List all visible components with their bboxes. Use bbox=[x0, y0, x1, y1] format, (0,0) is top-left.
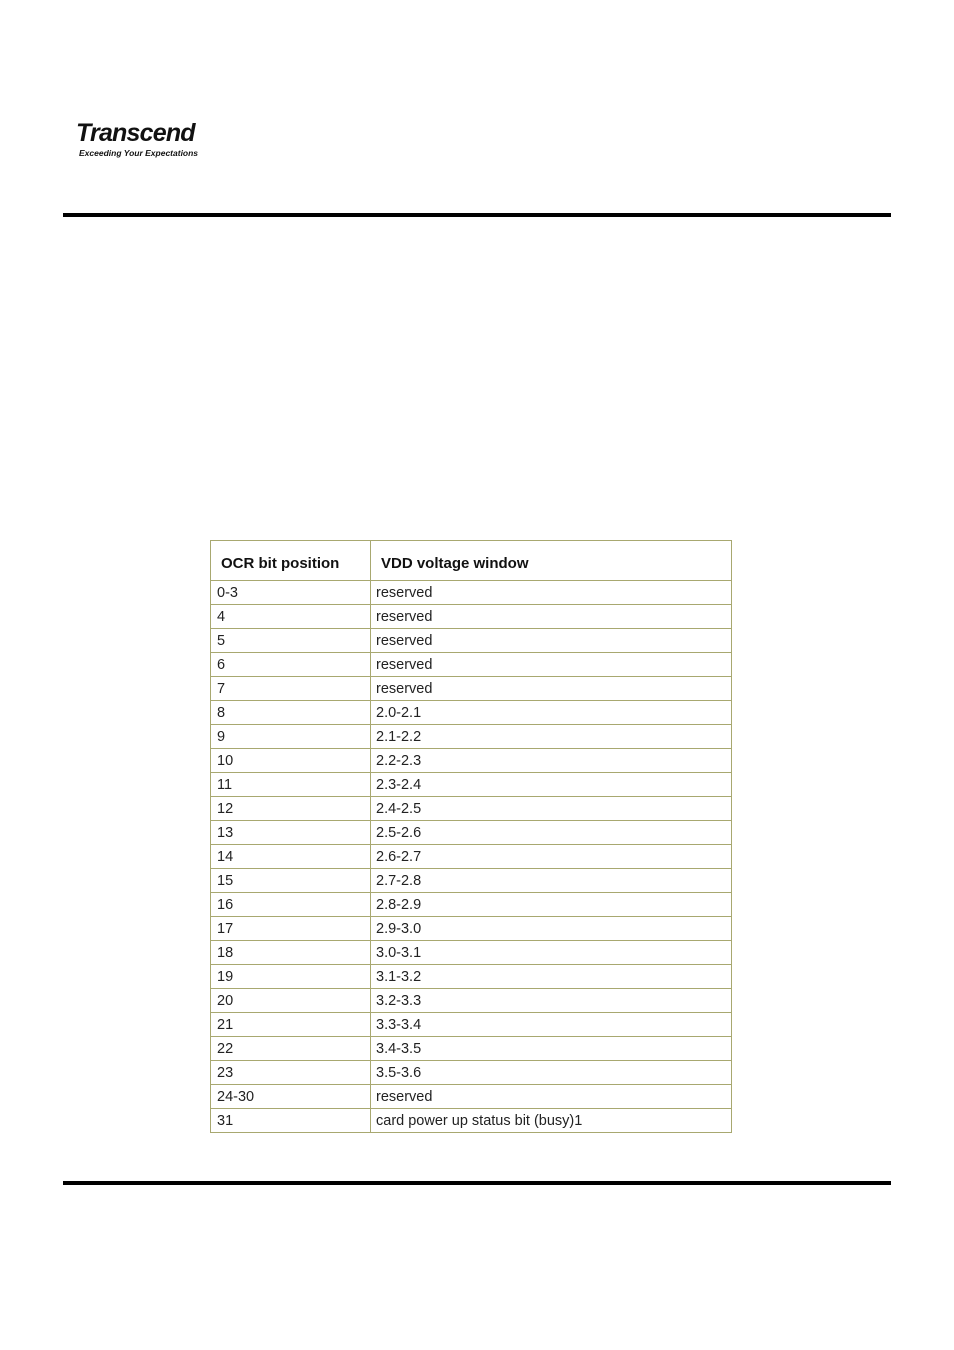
ocr-bit-position-cell: 7 bbox=[211, 677, 371, 701]
ocr-bit-position-cell: 14 bbox=[211, 845, 371, 869]
ocr-bit-position-cell: 21 bbox=[211, 1013, 371, 1037]
table-row bbox=[211, 701, 732, 725]
vdd-voltage-window-cell: reserved bbox=[371, 629, 732, 653]
vdd-voltage-window-cell: 3.1-3.2 bbox=[371, 965, 732, 989]
vdd-voltage-window-cell: 2.3-2.4 bbox=[371, 773, 732, 797]
table-row bbox=[211, 821, 732, 845]
table-row bbox=[211, 1109, 732, 1133]
vdd-voltage-window-cell: 3.0-3.1 bbox=[371, 941, 732, 965]
ocr-bit-position-cell: 31 bbox=[211, 1109, 371, 1133]
ocr-bit-position-cell: 19 bbox=[211, 965, 371, 989]
ocr-bit-position-cell: 10 bbox=[211, 749, 371, 773]
table-row bbox=[211, 773, 732, 797]
ocr-bit-position-cell: 0-3 bbox=[211, 581, 371, 605]
vdd-voltage-window-cell: 2.6-2.7 bbox=[371, 845, 732, 869]
ocr-bit-position-cell: 4 bbox=[211, 605, 371, 629]
table-row bbox=[211, 653, 732, 677]
table-row bbox=[211, 869, 732, 893]
vdd-voltage-window-cell: 2.7-2.8 bbox=[371, 869, 732, 893]
table-row bbox=[211, 581, 732, 605]
ocr-bit-position-cell: 9 bbox=[211, 725, 371, 749]
ocr-bit-position-cell: 15 bbox=[211, 869, 371, 893]
ocr-bit-position-cell: 12 bbox=[211, 797, 371, 821]
vdd-voltage-window-cell: 2.0-2.1 bbox=[371, 701, 732, 725]
vdd-voltage-window-cell: 3.4-3.5 bbox=[371, 1037, 732, 1061]
table-row bbox=[211, 1061, 732, 1085]
table-row bbox=[211, 845, 732, 869]
table-header-row bbox=[211, 541, 732, 581]
vdd-voltage-window-cell: reserved bbox=[371, 1085, 732, 1109]
ocr-bit-position-cell: 13 bbox=[211, 821, 371, 845]
ocr-bit-position-cell: 24-30 bbox=[211, 1085, 371, 1109]
vdd-voltage-window-cell: 3.5-3.6 bbox=[371, 1061, 732, 1085]
vdd-voltage-window-cell: 2.1-2.2 bbox=[371, 725, 732, 749]
ocr-bit-position-cell: 5 bbox=[211, 629, 371, 653]
table-row bbox=[211, 989, 732, 1013]
column-header-vdd-voltage-window: VDD voltage window bbox=[371, 541, 732, 581]
vdd-voltage-window-cell: reserved bbox=[371, 605, 732, 629]
table-body bbox=[211, 581, 732, 1133]
column-header-ocr-bit-position: OCR bit position bbox=[211, 541, 371, 581]
vdd-voltage-window-cell: 2.9-3.0 bbox=[371, 917, 732, 941]
ocr-register-table bbox=[210, 540, 732, 1133]
footer-divider bbox=[63, 1181, 891, 1185]
table-row bbox=[211, 725, 732, 749]
ocr-bit-position-cell: 17 bbox=[211, 917, 371, 941]
table-row bbox=[211, 605, 732, 629]
ocr-bit-position-cell: 22 bbox=[211, 1037, 371, 1061]
header-divider bbox=[63, 213, 891, 217]
transcend-logo bbox=[74, 118, 224, 162]
table-row bbox=[211, 749, 732, 773]
vdd-voltage-window-cell: reserved bbox=[371, 653, 732, 677]
vdd-voltage-window-cell: 2.2-2.3 bbox=[371, 749, 732, 773]
table-row bbox=[211, 917, 732, 941]
table-row bbox=[211, 1037, 732, 1061]
ocr-bit-position-cell: 8 bbox=[211, 701, 371, 725]
table-row bbox=[211, 629, 732, 653]
table-row bbox=[211, 1013, 732, 1037]
vdd-voltage-window-cell: reserved bbox=[371, 677, 732, 701]
ocr-bit-position-cell: 11 bbox=[211, 773, 371, 797]
table-row bbox=[211, 893, 732, 917]
ocr-bit-position-cell: 6 bbox=[211, 653, 371, 677]
vdd-voltage-window-cell: 2.8-2.9 bbox=[371, 893, 732, 917]
logo-wordmark: Transcend bbox=[76, 119, 195, 147]
table-row bbox=[211, 941, 732, 965]
table-row bbox=[211, 965, 732, 989]
vdd-voltage-window-cell: card power up status bit (busy)1 bbox=[371, 1109, 732, 1133]
vdd-voltage-window-cell: 2.4-2.5 bbox=[371, 797, 732, 821]
table-row bbox=[211, 797, 732, 821]
table-row bbox=[211, 1085, 732, 1109]
logo-tagline: Exceeding Your Expectations bbox=[79, 148, 199, 158]
ocr-bit-position-cell: 16 bbox=[211, 893, 371, 917]
vdd-voltage-window-cell: 3.3-3.4 bbox=[371, 1013, 732, 1037]
ocr-bit-position-cell: 23 bbox=[211, 1061, 371, 1085]
vdd-voltage-window-cell: 3.2-3.3 bbox=[371, 989, 732, 1013]
vdd-voltage-window-cell: 2.5-2.6 bbox=[371, 821, 732, 845]
table-row bbox=[211, 677, 732, 701]
vdd-voltage-window-cell: reserved bbox=[371, 581, 732, 605]
ocr-bit-position-cell: 18 bbox=[211, 941, 371, 965]
ocr-bit-position-cell: 20 bbox=[211, 989, 371, 1013]
